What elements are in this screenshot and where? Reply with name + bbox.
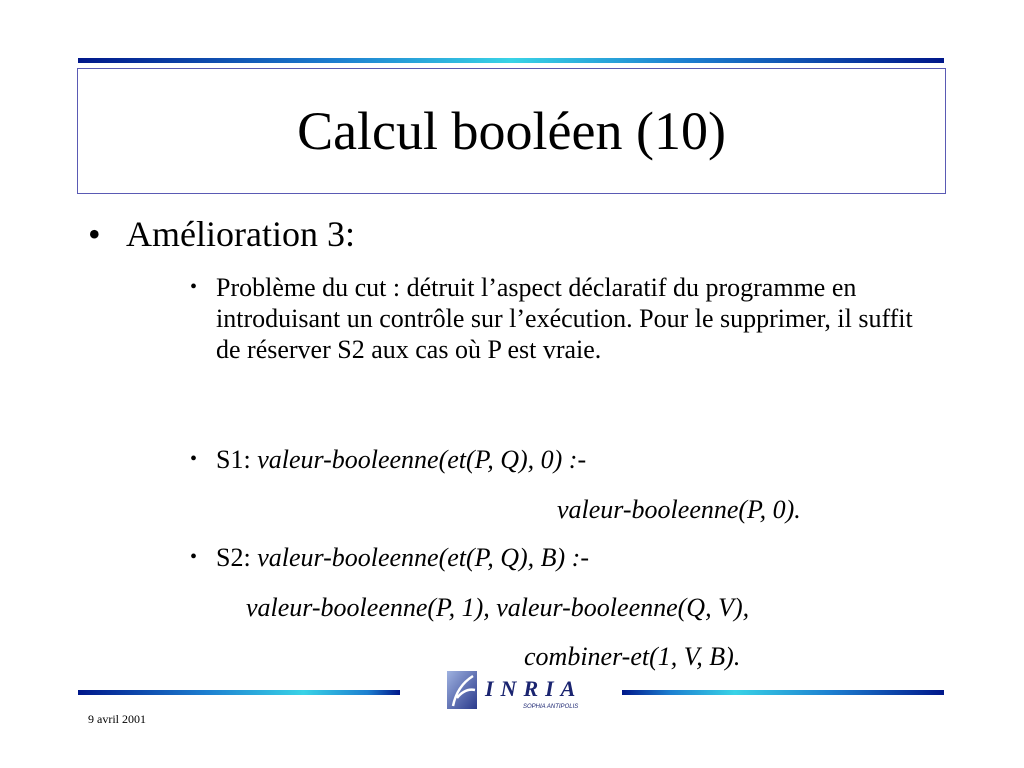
bullet-dot-icon: • (88, 214, 101, 254)
bottom-right-decorative-band (622, 690, 944, 695)
s1-code-line2: valeur-booleenne(P, 0). (557, 495, 801, 524)
s1-code-line1: valeur-booleenne(et(P, Q), 0) :- (257, 445, 587, 474)
sub-bullet-s1-line (216, 444, 916, 475)
bullet-dot-icon: • (190, 546, 198, 568)
sub-bullet-s2-line (216, 542, 916, 573)
footer-date: 9 avril 2001 (88, 712, 146, 726)
s1-label: S1: (216, 445, 251, 474)
sub-bullet-text: Problème du cut : détruit l’aspect déclaratif du programme en introduisant un contrôle sur l’exécution. Pour le supprimer, il suffit de réserver S2 aux cas où P est vraie. (216, 273, 913, 364)
logo-text: INRIA (485, 676, 583, 701)
logo-subtext: SOPHIA ANTIPOLIS (523, 704, 579, 710)
bullet-dot-icon: • (190, 276, 198, 298)
s2-code-line2: valeur-booleenne(P, 1), valeur-booleenne(Q, V), (246, 593, 750, 622)
top-decorative-band (78, 58, 944, 63)
bullet-dot-icon: • (190, 448, 198, 470)
bullet-level1-text: Amélioration 3: (126, 214, 355, 254)
s2-code-line3: combiner-et(1, V, B). (524, 642, 741, 671)
title-box (77, 68, 946, 194)
s2-label: S2: (216, 543, 251, 572)
bottom-left-decorative-band (78, 690, 400, 695)
inria-logo (445, 668, 603, 714)
slide-title: Calcul booléen (10) (297, 101, 726, 161)
s2-code-line1: valeur-booleenne(et(P, Q), B) :- (257, 543, 589, 572)
